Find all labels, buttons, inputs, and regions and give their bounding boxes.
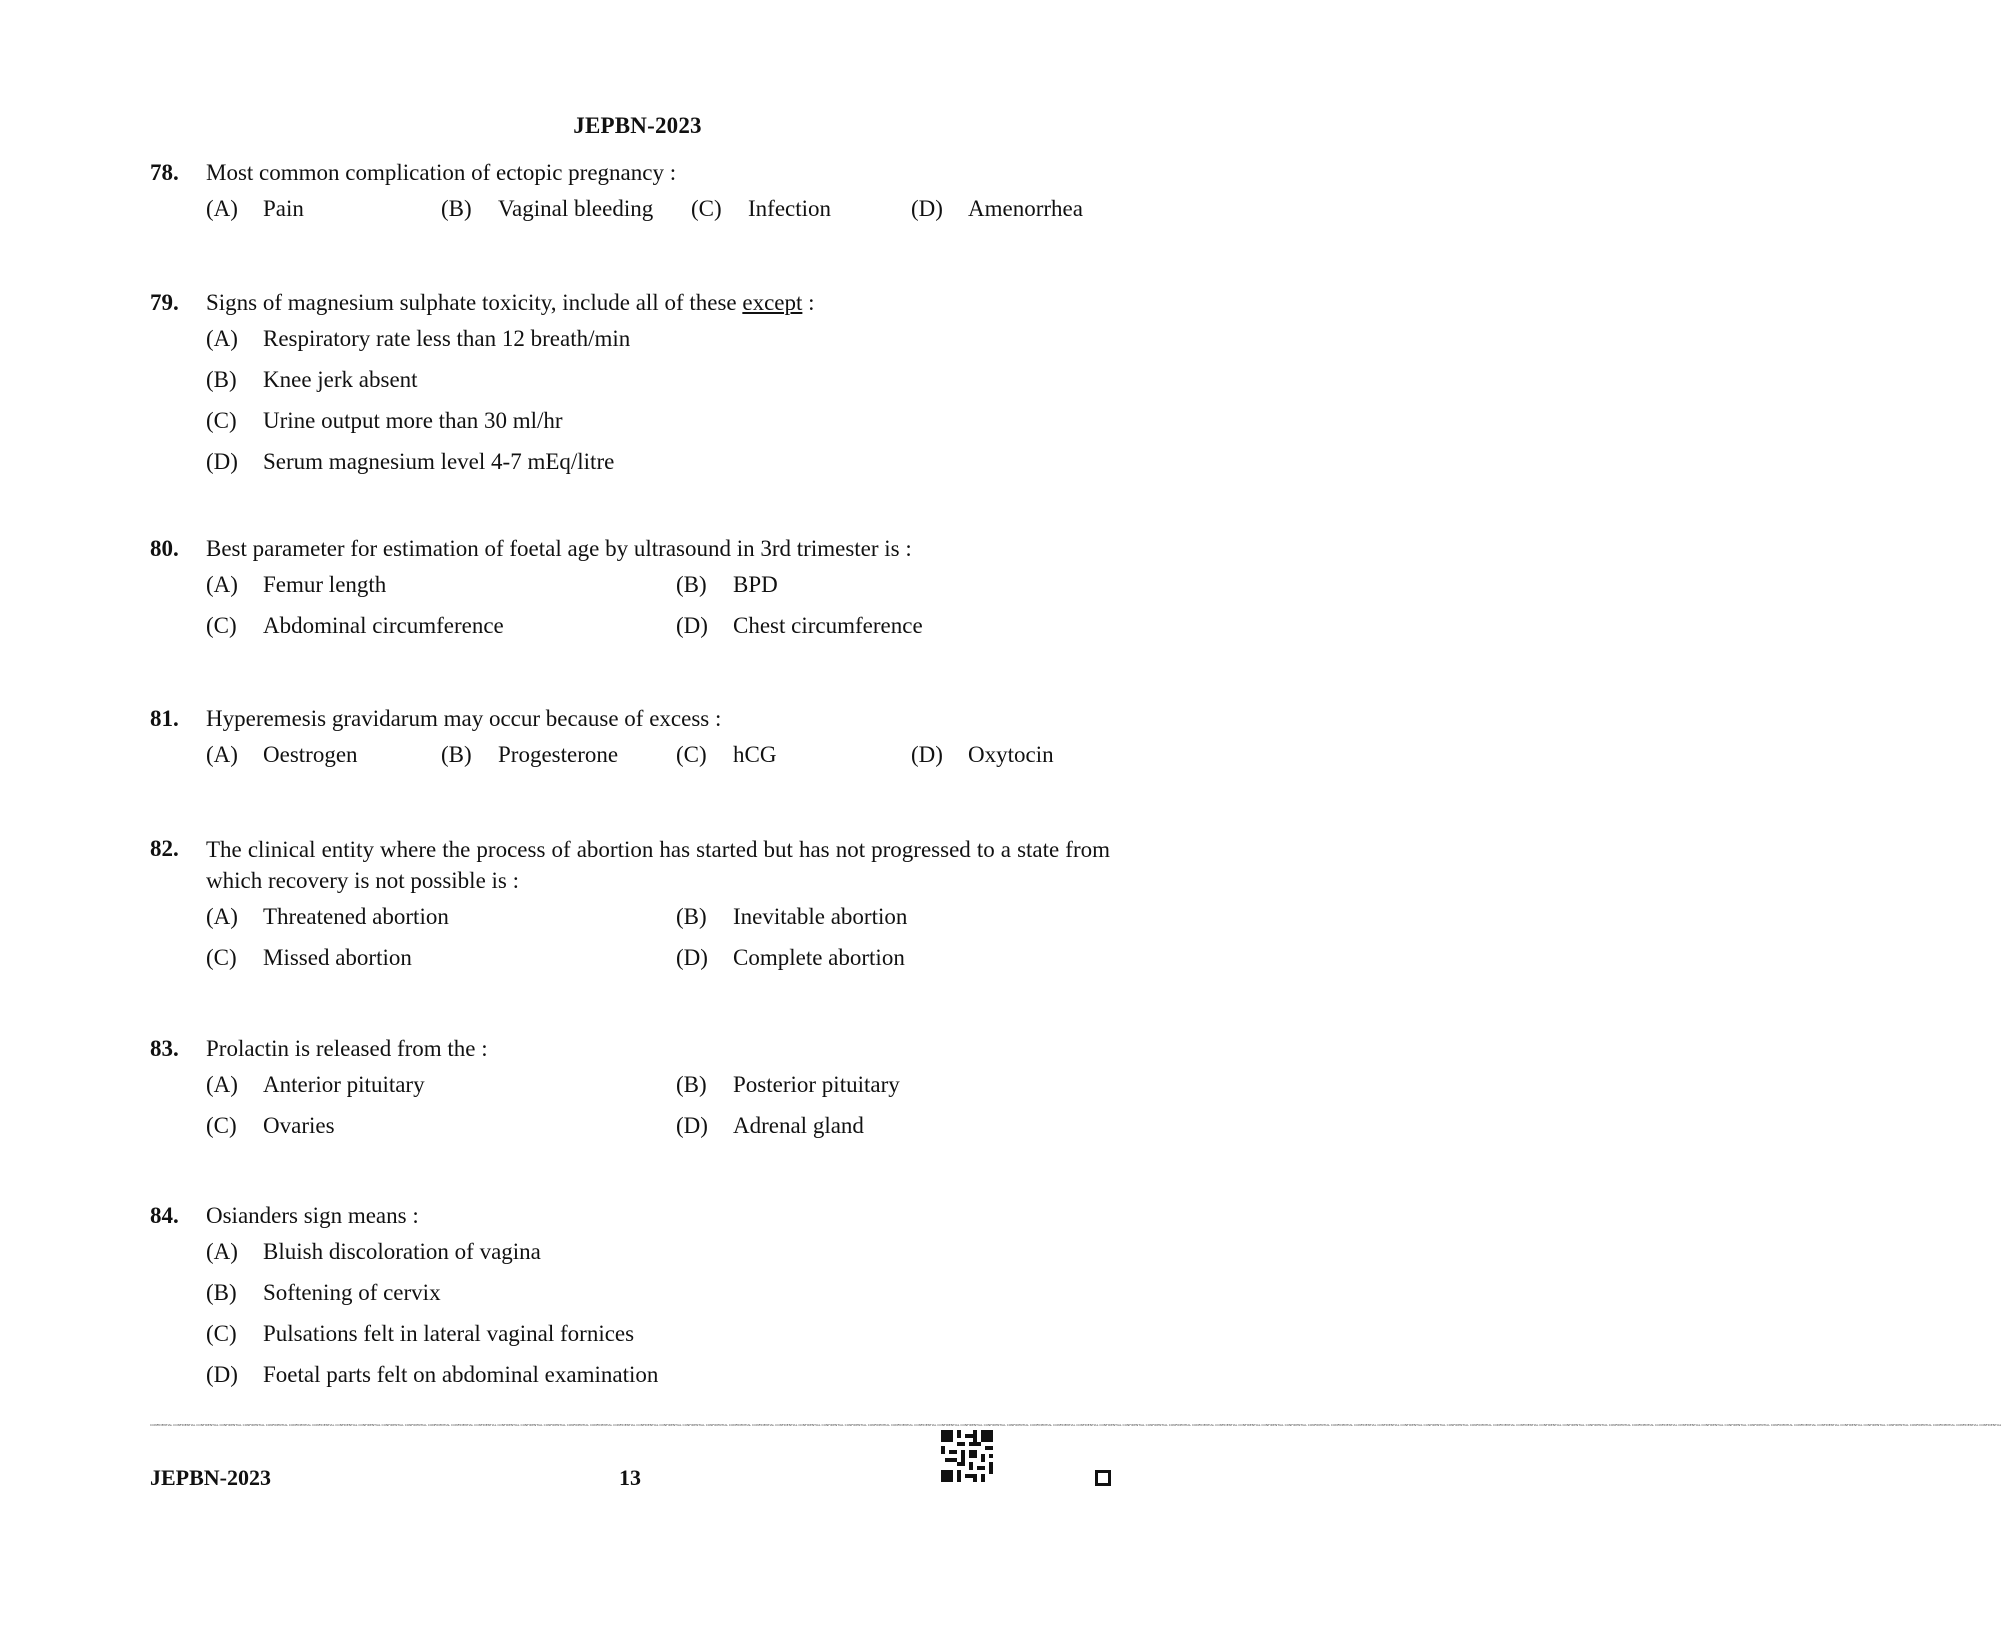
option-letter: (A): [206, 1071, 238, 1097]
question-text: The clinical entity where the process of abortion has started but has not progressed to a state from which recovery is not possible is :: [206, 837, 1110, 893]
question-82: [150, 834, 1110, 978]
option-letter: (A): [206, 325, 238, 351]
option-text: Respiratory rate less than 12 breath/min: [263, 325, 631, 351]
option-text: BPD: [733, 571, 778, 597]
option-c: [206, 1113, 676, 1139]
option-text: Abdominal circumference: [263, 612, 504, 638]
option-letter: (D): [206, 1361, 238, 1387]
option-a: [206, 572, 676, 598]
option-text: Missed abortion: [263, 944, 412, 970]
option-a: [206, 904, 676, 930]
option-letter: (D): [676, 944, 708, 970]
option-b: [676, 572, 778, 598]
question-83: [150, 1034, 1110, 1146]
page-header-title: JEPBN-2023: [573, 113, 702, 138]
question-81: [150, 704, 1110, 775]
question-text-end: :: [802, 290, 815, 315]
footer-page-number: 13: [619, 1465, 641, 1490]
option-letter: (B): [676, 903, 707, 929]
option-text: Urine output more than 30 ml/hr: [263, 407, 563, 433]
question-text: Best parameter for estimation of foetal age by ultrasound in 3rd trimester is :: [206, 536, 912, 561]
question-number: 84.: [150, 1203, 179, 1228]
option-a: [206, 742, 441, 768]
question-number: 81.: [150, 706, 179, 731]
option-d: [911, 196, 1083, 222]
option-text: Femur length: [263, 571, 387, 597]
option-text: Serum magnesium level 4-7 mEq/litre: [263, 448, 615, 474]
question-80: [150, 534, 1110, 646]
option-letter: (A): [206, 1238, 238, 1264]
option-letter: (D): [911, 741, 943, 767]
option-b: [676, 1072, 900, 1098]
question-84: [150, 1201, 1110, 1395]
option-a: [206, 196, 441, 222]
question-text: Prolactin is released from the :: [206, 1036, 488, 1061]
option-text: Amenorrhea: [968, 195, 1083, 221]
option-letter: (B): [206, 366, 237, 392]
option-letter: (C): [676, 741, 707, 767]
option-c: [691, 196, 911, 222]
option-text: Oxytocin: [968, 741, 1054, 767]
question-78: [150, 158, 1110, 229]
option-text: Pulsations felt in lateral vaginal fornices: [263, 1320, 635, 1346]
question-text-underlined: except: [742, 290, 803, 315]
question-number: 83.: [150, 1036, 179, 1061]
option-d: [911, 742, 1054, 768]
option-b: [441, 196, 691, 222]
option-c: [676, 742, 911, 768]
option-a: [206, 1239, 541, 1265]
option-letter: (B): [676, 1071, 707, 1097]
footer-exam-code: JEPBN-2023: [150, 1465, 271, 1490]
question-number: 78.: [150, 160, 179, 185]
option-text: Inevitable abortion: [733, 903, 908, 929]
option-letter: (C): [206, 944, 237, 970]
option-c: [206, 613, 676, 639]
option-letter: (B): [676, 571, 707, 597]
option-c: [206, 1321, 634, 1347]
option-c: [206, 945, 676, 971]
option-a: [206, 1072, 676, 1098]
option-letter: (A): [206, 903, 238, 929]
option-letter: (C): [691, 195, 722, 221]
option-text: Oestrogen: [263, 741, 358, 767]
option-text: Progesterone: [498, 741, 619, 767]
option-letter: (C): [206, 1112, 237, 1138]
option-letter: (B): [441, 741, 472, 767]
option-b: [676, 904, 907, 930]
option-letter: (D): [206, 448, 238, 474]
option-text: Knee jerk absent: [263, 366, 418, 392]
question-number: 79.: [150, 290, 179, 315]
square-marker-icon: [1095, 1470, 1111, 1486]
question-number: 80.: [150, 536, 179, 561]
question-number: 82.: [150, 836, 179, 861]
qr-code-icon: [941, 1430, 993, 1482]
option-d: [676, 613, 923, 639]
option-letter: (D): [911, 195, 943, 221]
option-d: [206, 1362, 658, 1388]
option-letter: (A): [206, 741, 238, 767]
option-letter: (B): [206, 1279, 237, 1305]
option-c: [206, 408, 563, 434]
option-letter: (A): [206, 571, 238, 597]
option-letter: (C): [206, 612, 237, 638]
confidential-strip: CONFIDENTIAL CONFIDENTIAL CONFIDENTIAL CONFIDENTIAL CONFIDENTIAL CONFIDENTIAL CONFIDENTIAL CONFIDENTIAL CONFIDENTIAL CONFIDENTIAL CONFIDENTIAL CONFIDENTIAL CONFIDENTIAL CONFIDENTIAL CONFIDENTIAL CONFIDENTIAL CONFIDENTIAL CONFIDENTIAL CONFIDENTIAL CONFIDENTIAL CONFIDENTIAL CONFIDENTIAL CONFIDENTIAL CONFIDENTIAL CONFIDENTIAL CONFIDENTIAL CONFIDENTIAL CONFIDENTIAL CONFIDENTIAL CONFIDENTIAL CONFIDENTIAL CONFIDENTIAL CONFIDENTIAL CONFIDENTIAL CONFIDENTIAL CONFIDENTIAL CONFIDENTIAL CONFIDENTIAL CONFIDENTIAL CONFIDENTIAL CONFIDENTIAL CONFIDENTIAL CONFIDENTIAL CONFIDENTIAL CONFIDENTIAL CONFIDENTIAL CONFIDENTIAL CONFIDENTIAL CONFIDENTIAL CONFIDENTIAL CONFIDENTIAL CONFIDENTIAL CONFIDENTIAL CONFIDENTIAL CONFIDENTIAL CONFIDENTIAL CONFIDENTIAL CONFIDENTIAL CONFIDENTIAL CONFIDENTIAL CONFIDENTIAL CONFIDENTIAL CONFIDENTIAL CONFIDENTIAL CONFIDENTIAL CONFIDENTIAL CONFIDENTIAL CONFIDENTIAL CONFIDENTIAL CONFIDENTIAL CONFIDENTIAL CONFIDENTIAL CONFIDENTIAL CONFIDENTIAL CONFIDENTIAL CONFIDENTIAL CONFIDENTIAL CONFIDENTIAL CONFIDENTIAL CONFIDENTIAL: [150, 1423, 2001, 1427]
question-text-start: Signs of magnesium sulphate toxicity, include all of these: [206, 290, 743, 315]
option-text: Foetal parts felt on abdominal examination: [263, 1361, 659, 1387]
option-letter: (D): [676, 1112, 708, 1138]
option-text: Posterior pituitary: [733, 1071, 900, 1097]
question-text: [206, 288, 1110, 318]
option-text: Vaginal bleeding: [498, 195, 654, 221]
option-letter: (C): [206, 407, 237, 433]
option-letter: (C): [206, 1320, 237, 1346]
option-b: [441, 742, 676, 768]
option-text: Anterior pituitary: [263, 1071, 425, 1097]
option-d: [676, 1113, 864, 1139]
option-text: Infection: [748, 195, 832, 221]
option-a: [206, 326, 630, 352]
question-text: Most common complication of ectopic pregnancy :: [206, 160, 677, 185]
option-b: [206, 1280, 441, 1306]
option-text: Bluish discoloration of vagina: [263, 1238, 541, 1264]
option-text: Threatened abortion: [263, 903, 449, 929]
option-text: Ovaries: [263, 1112, 335, 1138]
option-text: Chest circumference: [733, 612, 923, 638]
question-text: Osianders sign means :: [206, 1203, 419, 1228]
option-text: hCG: [733, 741, 777, 767]
option-text: Pain: [263, 195, 304, 221]
option-letter: (D): [676, 612, 708, 638]
option-letter: (B): [441, 195, 472, 221]
option-letter: (A): [206, 195, 238, 221]
question-79: [150, 288, 1110, 482]
option-text: Softening of cervix: [263, 1279, 441, 1305]
option-text: Adrenal gland: [733, 1112, 864, 1138]
option-b: [206, 367, 418, 393]
option-text: Complete abortion: [733, 944, 905, 970]
option-d: [206, 449, 614, 475]
option-d: [676, 945, 905, 971]
question-text: Hyperemesis gravidarum may occur because of excess :: [206, 706, 722, 731]
